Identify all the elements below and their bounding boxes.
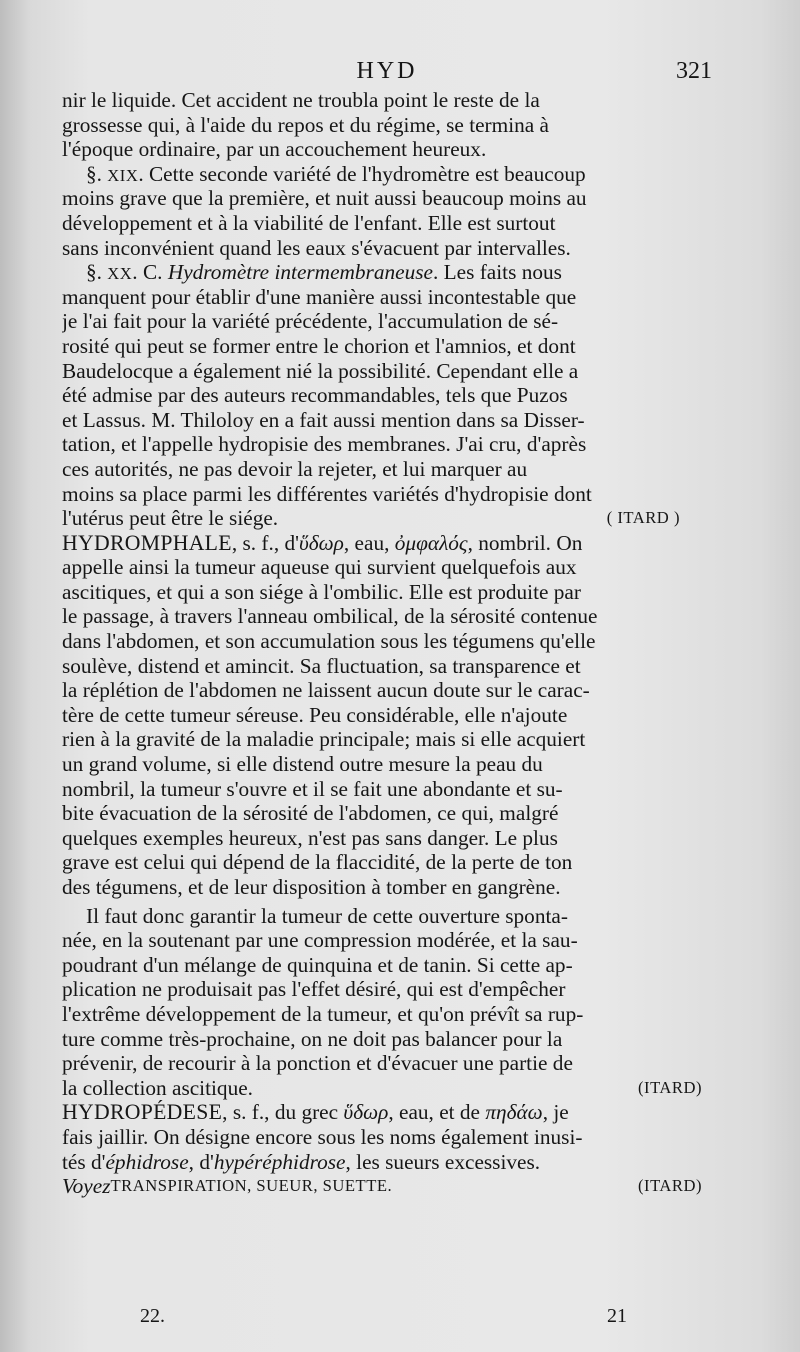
text-line <box>62 727 702 752</box>
text-line <box>62 88 702 113</box>
text-line <box>62 383 702 408</box>
text-line <box>62 801 702 826</box>
text-run: je l'ai fait pour la variété précédente, l'accumulation de sé- <box>62 309 559 334</box>
text-line <box>62 309 702 334</box>
text-line <box>62 826 702 851</box>
text-run: Baudelocque a également nié la possibilité. Cependant elle a <box>62 358 579 383</box>
text-line <box>62 408 702 433</box>
text-run: dans l'abdomen, et son accumulation sous les tégumens qu'elle <box>62 629 596 654</box>
text-run: ces autorités, ne pas devoir la rejeter, et lui marquer au <box>62 456 528 481</box>
text-run: rien à la gravité de la maladie principale; mais si elle acquiert <box>62 727 586 752</box>
text-line <box>62 334 702 359</box>
printer-signature <box>62 1305 702 1331</box>
text-line <box>62 432 702 457</box>
text-run: , eau, <box>343 530 395 555</box>
text-run: la collection ascitique. <box>62 1075 254 1100</box>
text-run: ὀμφαλός <box>394 530 468 555</box>
text-run: πηδάω <box>485 1100 543 1125</box>
text-run: appelle ainsi la tumeur aqueuse qui survient quelquefois aux <box>62 555 577 580</box>
text-line <box>62 457 702 482</box>
author-attribution: (ITARD) <box>638 1176 702 1196</box>
text-run: un grand volume, si elle distend outre mesure la peau du <box>62 752 543 777</box>
text-line <box>62 482 702 507</box>
text-run: Il faut donc garantir la tumeur de cette ouverture sponta- <box>86 903 568 928</box>
text-line <box>62 977 702 1002</box>
text-run: XIX <box>107 165 139 185</box>
text-line <box>62 953 702 978</box>
cross-reference-line <box>62 1174 702 1199</box>
text-run: fais jaillir. On désigne encore sous les noms également inusi- <box>62 1124 583 1149</box>
text-run: le passage, à travers l'anneau ombilical, de la sérosité contenue <box>62 604 598 629</box>
body-text <box>62 88 702 1199</box>
text-line <box>62 703 702 728</box>
text-run: . C. <box>132 260 168 285</box>
signature-number: 21 <box>607 1305 627 1327</box>
text-line <box>62 875 702 900</box>
text-line <box>62 506 702 531</box>
text-line <box>62 186 702 211</box>
text-line <box>62 629 702 654</box>
section-xx-line <box>62 260 702 285</box>
text-run: l'utérus peut être le siége. <box>62 506 279 531</box>
page-header-title: HYD <box>356 58 418 84</box>
text-line <box>62 752 702 777</box>
text-line <box>62 654 702 679</box>
page-number: 321 <box>676 58 712 84</box>
text-line <box>62 113 702 138</box>
text-run: , les sueurs excessives. <box>345 1149 541 1174</box>
text-run: sans inconvénient quand les eaux s'évacuent par intervalles. <box>62 235 571 260</box>
text-run: ὕδωρ <box>298 530 344 555</box>
text-line <box>62 1051 702 1076</box>
text-run: nombril, la tumeur s'ouvre et il se fait une abondante et su- <box>62 776 563 801</box>
text-run: Voyez <box>62 1174 111 1199</box>
text-run: prévenir, de recourir à la ponction et d'évacuer une partie de <box>62 1051 573 1076</box>
text-run: §. <box>86 161 108 186</box>
text-line <box>62 1125 702 1150</box>
text-run: manquent pour établir d'une manière aussi incontestable que <box>62 284 577 309</box>
text-run: , d' <box>188 1149 214 1174</box>
text-run: bite évacuation de la sérosité de l'abdomen, ce qui, malgré <box>62 801 559 826</box>
text-run: grossesse qui, à l'aide du repos et du régime, se termina à <box>62 112 550 137</box>
entry-hydromphale-line <box>62 531 702 556</box>
text-line <box>62 1150 702 1175</box>
signature-mark: 22. <box>140 1305 165 1327</box>
text-run: nir le liquide. Cet accident ne troubla point le reste de la <box>62 88 540 112</box>
text-run: , nombril. On <box>467 530 583 555</box>
text-run: été admise par des auteurs recommandables, tels que Puzos <box>62 383 568 408</box>
author-attribution: ( ITARD ) <box>606 508 680 528</box>
text-run: l'extrême développement de la tumeur, et qu'on prévît sa rup- <box>62 1001 584 1026</box>
text-run: moins grave que la première, et nuit aussi beaucoup moins au <box>62 186 587 211</box>
text-run: XX <box>107 264 133 284</box>
text-run: §. <box>86 260 108 285</box>
text-run: quelques exemples heureux, n'est pas sans danger. Le plus <box>62 825 558 850</box>
text-run: , je <box>542 1100 569 1125</box>
text-run: l'époque ordinaire, par un accouchement heureux. <box>62 137 487 162</box>
text-run: poudrant d'un mélange de quinquina et de tanin. Si cette ap- <box>62 952 573 977</box>
text-run: éphidrose <box>105 1149 189 1174</box>
text-run: et Lassus. M. Thiloloy en a fait aussi mention dans sa Disser- <box>62 407 585 432</box>
text-run: grave est celui qui dépend de la flaccidité, de la perte de ton <box>62 850 573 875</box>
text-run: , s. f., d' <box>231 530 299 555</box>
text-line <box>62 1002 702 1027</box>
text-run: , eau, et de <box>388 1100 486 1125</box>
text-line <box>62 678 702 703</box>
text-run: née, en la soutenant par une compression modérée, et la sau- <box>62 928 578 953</box>
text-line <box>62 211 702 236</box>
text-line <box>62 1027 702 1052</box>
text-line <box>62 137 702 162</box>
running-head <box>62 58 712 88</box>
section-xix-line <box>62 162 702 187</box>
text-run: ascitiques, et qui a son siége à l'ombilic. Elle est produite par <box>62 579 581 604</box>
entry-headword: HYDROPÉDESE <box>62 1100 223 1125</box>
text-run: . Les faits nous <box>432 260 562 285</box>
entry-hydropedese-line <box>62 1100 702 1125</box>
text-run: des tégumens, et de leur disposition à tomber en gangrène. <box>62 875 561 899</box>
text-line <box>62 928 702 953</box>
author-attribution: (ITARD) <box>638 1077 702 1097</box>
text-line <box>62 604 702 629</box>
cross-reference: TRANSPIRATION, SUEUR, SUETTE. <box>110 1176 393 1196</box>
text-run: la réplétion de l'abdomen ne laissent aucun doute sur le carac- <box>62 678 590 703</box>
text-run: ὕδωρ <box>343 1100 389 1125</box>
text-run: plication ne produisait pas l'effet désiré, qui est d'empêcher <box>62 977 566 1002</box>
text-line <box>62 850 702 875</box>
text-run: , s. f., du grec <box>222 1100 344 1125</box>
text-run: hypéréphidrose <box>213 1149 346 1174</box>
text-run: Hydromètre intermembraneuse <box>167 260 433 285</box>
text-run: rosité qui peut se former entre le chorion et l'amnios, et dont <box>62 333 576 358</box>
text-line <box>62 555 702 580</box>
text-line <box>62 904 702 929</box>
text-run: tés d' <box>62 1149 106 1174</box>
text-line <box>62 236 702 261</box>
text-line <box>62 777 702 802</box>
text-line <box>62 359 702 384</box>
entry-headword: HYDROMPHALE <box>62 530 232 555</box>
text-run: moins sa place parmi les différentes variétés d'hydropisie dont <box>62 481 592 506</box>
text-run: tation, et l'appelle hydropisie des membranes. J'ai cru, d'après <box>62 432 587 457</box>
text-run: . Cette seconde variété de l'hydromètre est beaucoup <box>138 161 586 186</box>
text-run: ture comme très-prochaine, on ne doit pas balancer pour la <box>62 1026 563 1051</box>
text-run: développement et à la viabilité de l'enfant. Elle est surtout <box>62 210 556 235</box>
text-line <box>62 1076 702 1101</box>
text-line <box>62 580 702 605</box>
text-run: soulève, distend et amincit. Sa fluctuation, sa transparence et <box>62 653 581 678</box>
text-line <box>62 285 702 310</box>
text-run: tère de cette tumeur séreuse. Peu considérable, elle n'ajoute <box>62 702 568 727</box>
